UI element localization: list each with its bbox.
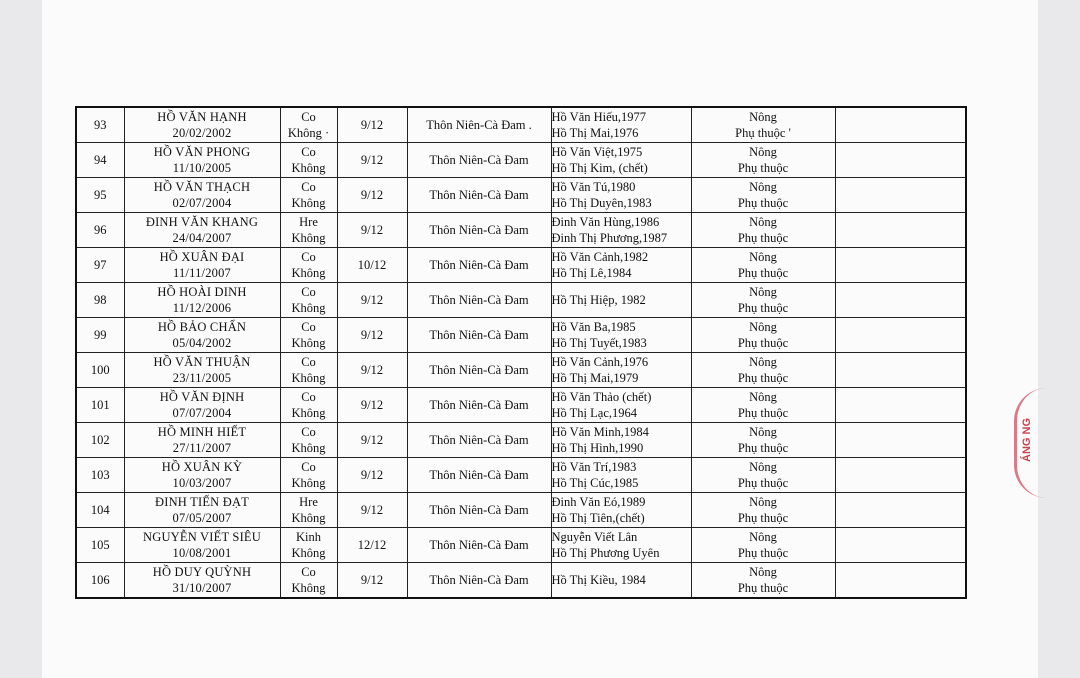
village-cell: Thôn Niên-Cà Đam [407, 563, 551, 599]
notes-cell [835, 423, 966, 458]
notes-cell [835, 283, 966, 318]
occupation-line-2: Phụ thuộc [737, 546, 789, 560]
occupation-line-2: Phụ thuộc [737, 161, 789, 175]
table-row [76, 143, 966, 178]
row-number: 102 [76, 423, 124, 458]
mother-name: Hồ Thị Mai,1976 [551, 126, 639, 140]
table-row [76, 458, 966, 493]
occupation-cell [691, 423, 835, 458]
father-name: Đinh Văn Eó,1989 [551, 495, 646, 509]
occupation-line-1: Nông [749, 565, 777, 579]
student-name: HỒ VĂN THẠCH [153, 180, 251, 194]
village-cell: Thôn Niên-Cà Đam [407, 528, 551, 563]
ethnicity: Hre [299, 495, 318, 509]
village-cell: Thôn Niên-Cà Đam [407, 248, 551, 283]
occupation-cell [691, 528, 835, 563]
mother-name: Hồ Thị Mai,1979 [551, 371, 639, 385]
student-dob: 31/10/2007 [172, 581, 232, 595]
table-row [76, 318, 966, 353]
ethnic-religion-cell [280, 353, 337, 388]
parents-cell [551, 318, 691, 353]
ethnicity: Co [301, 425, 316, 439]
ethnicity: Co [301, 565, 316, 579]
father-name: Đinh Văn Hùng,1986 [551, 215, 660, 229]
occupation-line-1: Nông [749, 215, 777, 229]
religion: Không [291, 196, 326, 210]
mother-name: Hồ Thị Duyên,1983 [551, 196, 652, 210]
mother-name: Hồ Thị Hiệp, 1982 [551, 293, 646, 307]
student-name: HỒ VĂN PHONG [153, 145, 251, 159]
religion: Không [291, 266, 326, 280]
father-name: Hồ Văn Thảo (chết) [551, 390, 652, 404]
notes-cell [835, 458, 966, 493]
religion: Không [291, 581, 326, 595]
grade-cell: 9/12 [337, 563, 407, 599]
ethnic-religion-cell [280, 563, 337, 599]
father-name: Hồ Văn Cảnh,1982 [551, 250, 649, 264]
student-cell [124, 388, 280, 423]
student-dob: 27/11/2007 [172, 441, 232, 455]
ethnic-religion-cell [280, 143, 337, 178]
row-number: 99 [76, 318, 124, 353]
occupation-cell [691, 213, 835, 248]
occupation-line-1: Nông [749, 110, 777, 124]
ethnic-religion-cell [280, 283, 337, 318]
row-number: 96 [76, 213, 124, 248]
village-cell: Thôn Niên-Cà Đam . [407, 107, 551, 143]
village-cell: Thôn Niên-Cà Đam [407, 143, 551, 178]
row-number: 100 [76, 353, 124, 388]
occupation-line-2: Phụ thuộc [737, 406, 789, 420]
grade-cell: 10/12 [337, 248, 407, 283]
grade-cell: 12/12 [337, 528, 407, 563]
mother-name: Hồ Thị Tiên,(chết) [551, 511, 645, 525]
table-row [76, 353, 966, 388]
occupation-cell [691, 458, 835, 493]
student-name: HỒ VĂN HẠNH [157, 110, 247, 124]
occupation-line-1: Nông [749, 460, 777, 474]
row-number: 103 [76, 458, 124, 493]
student-name: ĐINH VĂN KHANG [145, 215, 259, 229]
occupation-line-2: Phụ thuộc [737, 581, 789, 595]
ethnic-religion-cell [280, 318, 337, 353]
religion: Không [291, 406, 326, 420]
village-cell: Thôn Niên-Cà Đam [407, 423, 551, 458]
mother-name: Hồ Thị Hình,1990 [551, 441, 644, 455]
student-dob: 07/07/2004 [172, 406, 232, 420]
mother-name: Hồ Thị Phương Uyên [551, 546, 660, 560]
student-name: ĐINH TIẾN ĐẠT [154, 495, 250, 509]
ethnicity: Co [301, 320, 316, 334]
village-cell: Thôn Niên-Cà Đam [407, 353, 551, 388]
grade-cell: 9/12 [337, 318, 407, 353]
village-cell: Thôn Niên-Cà Đam [407, 213, 551, 248]
student-name: HỒ VĂN ĐỊNH [159, 390, 245, 404]
ethnic-religion-cell [280, 388, 337, 423]
ethnic-religion-cell [280, 213, 337, 248]
mother-name: Hồ Thị Cúc,1985 [551, 476, 639, 490]
occupation-line-1: Nông [749, 355, 777, 369]
occupation-cell [691, 563, 835, 599]
ethnicity: Co [301, 250, 316, 264]
occupation-cell [691, 318, 835, 353]
mother-name: Hồ Thị Tuyết,1983 [551, 336, 647, 350]
mother-name: Hồ Thị Kiều, 1984 [551, 573, 646, 587]
student-cell [124, 423, 280, 458]
father-name: Hồ Văn Tú,1980 [551, 180, 636, 194]
student-cell [124, 107, 280, 143]
ethnicity: Kinh [296, 530, 321, 544]
student-dob: 10/03/2007 [172, 476, 232, 490]
student-cell [124, 458, 280, 493]
notes-cell [835, 388, 966, 423]
occupation-line-2: Phụ thuộc [737, 371, 789, 385]
student-cell [124, 353, 280, 388]
stamp-text: ÁNG NG [1021, 418, 1033, 462]
row-number: 105 [76, 528, 124, 563]
grade-cell: 9/12 [337, 493, 407, 528]
village-cell: Thôn Niên-Cà Đam [407, 283, 551, 318]
ethnicity: Co [301, 355, 316, 369]
student-name: HỒ MINH HIẾT [157, 425, 247, 439]
notes-cell [835, 213, 966, 248]
row-number: 94 [76, 143, 124, 178]
student-name: NGUYỄN VIẾT SIÊU [142, 530, 261, 544]
grade-cell: 9/12 [337, 283, 407, 318]
table-row [76, 423, 966, 458]
roster-body [76, 107, 966, 598]
occupation-cell [691, 143, 835, 178]
occupation-line-2: Phụ thuộc [737, 196, 789, 210]
parents-cell [551, 528, 691, 563]
occupation-cell [691, 388, 835, 423]
student-dob: 24/04/2007 [172, 231, 232, 245]
table-row [76, 283, 966, 318]
student-cell [124, 318, 280, 353]
ethnicity: Co [301, 110, 316, 124]
student-cell [124, 528, 280, 563]
mother-name: Đinh Thị Phương,1987 [551, 231, 668, 245]
notes-cell [835, 353, 966, 388]
grade-cell: 9/12 [337, 458, 407, 493]
grade-cell: 9/12 [337, 143, 407, 178]
student-dob: 11/10/2005 [172, 161, 232, 175]
table-row [76, 563, 966, 599]
ethnicity: Co [301, 460, 316, 474]
occupation-line-1: Nông [749, 390, 777, 404]
religion: Không [291, 336, 326, 350]
parents-cell [551, 248, 691, 283]
notes-cell [835, 528, 966, 563]
ethnic-religion-cell [280, 423, 337, 458]
student-roster-table [75, 106, 967, 599]
red-seal-stamp [1014, 388, 1047, 498]
notes-cell [835, 318, 966, 353]
occupation-line-1: Nông [749, 320, 777, 334]
grade-cell: 9/12 [337, 423, 407, 458]
ethnic-religion-cell [280, 458, 337, 493]
table-row [76, 388, 966, 423]
religion: Không [291, 441, 326, 455]
student-dob: 07/05/2007 [172, 511, 232, 525]
occupation-line-1: Nông [749, 495, 777, 509]
religion: Không [291, 546, 326, 560]
notes-cell [835, 143, 966, 178]
row-number: 97 [76, 248, 124, 283]
student-dob: 11/11/2007 [172, 266, 232, 280]
student-dob: 23/11/2005 [172, 371, 232, 385]
student-name: HỒ XUÂN ĐẠI [159, 250, 245, 264]
occupation-line-1: Nông [749, 530, 777, 544]
ethnic-religion-cell [280, 493, 337, 528]
table-row [76, 528, 966, 563]
parents-cell [551, 458, 691, 493]
mother-name: Hồ Thị Lạc,1964 [551, 406, 638, 420]
religion: Không [291, 371, 326, 385]
village-cell: Thôn Niên-Cà Đam [407, 318, 551, 353]
parents-cell [551, 493, 691, 528]
table-row [76, 178, 966, 213]
row-number: 104 [76, 493, 124, 528]
ethnic-religion-cell [280, 178, 337, 213]
notes-cell [835, 248, 966, 283]
occupation-line-2: Phụ thuộc [737, 511, 789, 525]
ethnic-religion-cell [280, 248, 337, 283]
table-row [76, 107, 966, 143]
ethnicity: Co [301, 390, 316, 404]
religion: Không [291, 476, 326, 490]
row-number: 93 [76, 107, 124, 143]
occupation-line-1: Nông [749, 250, 777, 264]
occupation-cell [691, 353, 835, 388]
student-name: HỒ DUY QUỲNH [152, 565, 252, 579]
notes-cell [835, 563, 966, 599]
row-number: 101 [76, 388, 124, 423]
student-dob: 11/12/2006 [172, 301, 232, 315]
father-name: Hồ Văn Ba,1985 [551, 320, 636, 334]
occupation-line-1: Nông [749, 180, 777, 194]
occupation-line-1: Nông [749, 425, 777, 439]
religion: Không [291, 301, 326, 315]
student-name: HỒ XUÂN KỲ [161, 460, 243, 474]
ethnic-religion-cell [280, 107, 337, 143]
father-name: Hồ Văn Minh,1984 [551, 425, 649, 439]
parents-cell [551, 563, 691, 599]
student-dob: 10/08/2001 [172, 546, 232, 560]
student-name: HỒ BẢO CHẨN [157, 320, 247, 334]
occupation-cell [691, 107, 835, 143]
grade-cell: 9/12 [337, 107, 407, 143]
student-name: HỒ HOÀI DINH [157, 285, 247, 299]
student-cell [124, 493, 280, 528]
occupation-line-2: Phụ thuộc [737, 231, 789, 245]
student-cell [124, 143, 280, 178]
student-cell [124, 178, 280, 213]
notes-cell [835, 178, 966, 213]
ethnicity: Co [301, 180, 316, 194]
row-number: 106 [76, 563, 124, 599]
student-cell [124, 213, 280, 248]
village-cell: Thôn Niên-Cà Đam [407, 178, 551, 213]
parents-cell [551, 143, 691, 178]
occupation-line-2: Phụ thuộc [737, 336, 789, 350]
religion: Không [291, 231, 326, 245]
notes-cell [835, 107, 966, 143]
notes-cell [835, 493, 966, 528]
parents-cell [551, 388, 691, 423]
grade-cell: 9/12 [337, 388, 407, 423]
religion: Không [291, 511, 326, 525]
occupation-line-1: Nông [749, 145, 777, 159]
village-cell: Thôn Niên-Cà Đam [407, 458, 551, 493]
religion: Không [291, 161, 326, 175]
student-cell [124, 248, 280, 283]
parents-cell [551, 423, 691, 458]
parents-cell [551, 178, 691, 213]
occupation-line-2: Phụ thuộc [737, 266, 789, 280]
parents-cell [551, 283, 691, 318]
father-name: Hồ Văn Việt,1975 [551, 145, 643, 159]
occupation-cell [691, 178, 835, 213]
ethnic-religion-cell [280, 528, 337, 563]
occupation-line-2: Phụ thuộc ' [735, 126, 791, 140]
occupation-line-1: Nông [749, 285, 777, 299]
student-cell [124, 563, 280, 599]
grade-cell: 9/12 [337, 353, 407, 388]
row-number: 98 [76, 283, 124, 318]
table-row [76, 493, 966, 528]
table-row [76, 213, 966, 248]
mother-name: Hồ Thị Lê,1984 [551, 266, 632, 280]
religion: Không · [287, 126, 330, 140]
father-name: Hồ Văn Cảnh,1976 [551, 355, 649, 369]
student-dob: 02/07/2004 [172, 196, 232, 210]
parents-cell [551, 107, 691, 143]
student-dob: 05/04/2002 [172, 336, 232, 350]
occupation-cell [691, 493, 835, 528]
ethnicity: Co [301, 145, 316, 159]
ethnicity: Co [301, 285, 316, 299]
occupation-cell [691, 248, 835, 283]
occupation-line-2: Phụ thuộc [737, 301, 789, 315]
student-dob: 20/02/2002 [172, 126, 232, 140]
parents-cell [551, 213, 691, 248]
ethnicity: Hre [299, 215, 318, 229]
village-cell: Thôn Niên-Cà Đam [407, 493, 551, 528]
student-cell [124, 283, 280, 318]
village-cell: Thôn Niên-Cà Đam [407, 388, 551, 423]
grade-cell: 9/12 [337, 178, 407, 213]
mother-name: Hồ Thị Kim, (chết) [551, 161, 648, 175]
father-name: Hồ Văn Trí,1983 [551, 460, 637, 474]
grade-cell: 9/12 [337, 213, 407, 248]
student-name: HỒ VĂN THUẬN [153, 355, 251, 369]
occupation-line-2: Phụ thuộc [737, 441, 789, 455]
occupation-cell [691, 283, 835, 318]
father-name: Nguyễn Viết Lân [551, 530, 638, 544]
parents-cell [551, 353, 691, 388]
row-number: 95 [76, 178, 124, 213]
father-name: Hồ Văn Hiếu,1977 [551, 110, 647, 124]
occupation-line-2: Phụ thuộc [737, 476, 789, 490]
table-row [76, 248, 966, 283]
